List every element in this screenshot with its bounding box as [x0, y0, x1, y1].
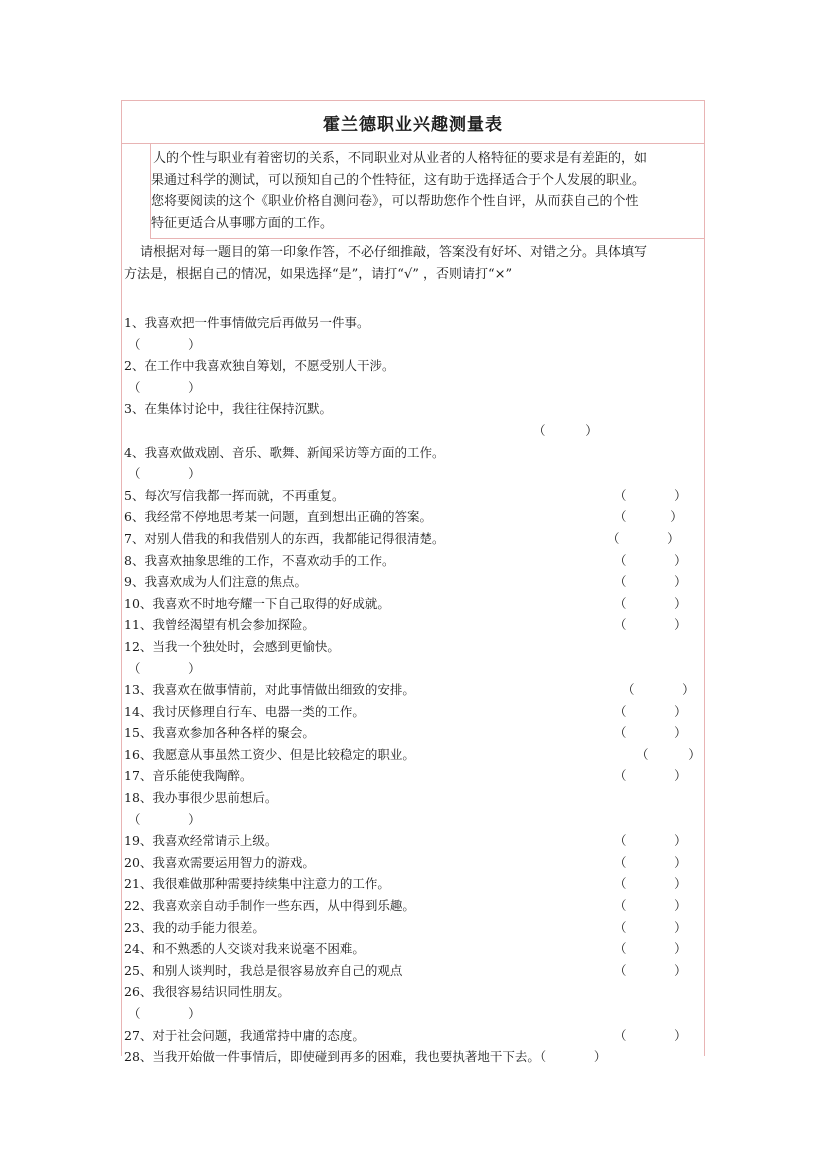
question-item: [122, 765, 704, 787]
answer-blank[interactable]: （ ）: [128, 660, 201, 676]
question-item: [122, 550, 704, 572]
question-item: [122, 917, 704, 939]
answer-row: [122, 1003, 704, 1025]
question-item: [122, 830, 704, 852]
answer-blank[interactable]: （ ）: [614, 941, 687, 957]
question-text: 7、对别人借我的和我借别人的东西，我都能记得很清楚。: [124, 530, 445, 546]
question-item: [122, 1025, 704, 1047]
question-text: 19、我喜欢经常请示上级。: [124, 833, 278, 849]
question-text: 3、在集体讨论中，我往往保持沉默。: [124, 401, 332, 417]
question-text: 17、音乐能使我陶醉。: [124, 768, 253, 784]
question-text: 24、和不熟悉的人交谈对我来说毫不困难。: [124, 941, 365, 957]
answer-row: [122, 658, 704, 680]
intro-paragraph: [150, 144, 704, 239]
question-text: 6、我经常不停地思考某一问题，直到想出正确的答案。: [124, 509, 432, 525]
question-item: [122, 722, 704, 744]
question-text: 16、我愿意从事虽然工资少、但是比较稳定的职业。: [124, 746, 415, 762]
question-item: [122, 744, 704, 766]
question-item: [122, 485, 704, 507]
question-text: 2、在工作中我喜欢独自筹划，不愿受别人干涉。: [124, 358, 395, 374]
instruction-line: 请根据对每一题目的第一印象作答，不必仔细推敲，答案没有好坏、对错之分。具体填写: [140, 245, 648, 260]
question-item: [122, 398, 704, 420]
instruction-line: 方法是，根据自己的情况，如果选择“是”，请打“√” ，否则请打“×”: [124, 267, 513, 282]
intro-line: 果通过科学的测试，可以预知自己的个性特征，这有助于选择适合于个人发展的职业。: [151, 172, 646, 188]
answer-blank[interactable]: （ ）: [128, 811, 201, 827]
question-item: [122, 528, 704, 550]
answer-blank[interactable]: （ ）: [614, 725, 687, 741]
answer-blank[interactable]: （ ）: [636, 746, 701, 762]
question-text: 5、每次写信我都一挥而就，不再重复。: [124, 487, 345, 503]
answer-blank[interactable]: （ ）: [614, 1027, 687, 1043]
intro-line: 人的个性与职业有着密切的关系，不同职业对从业者的人格特征的要求是有差距的，如: [153, 151, 648, 166]
question-item: [122, 701, 704, 723]
question-item: [122, 506, 704, 528]
answer-blank[interactable]: （ ）: [614, 617, 687, 633]
question-text: 1、我喜欢把一件事情做完后再做另一件事。: [124, 315, 370, 330]
answer-row: [122, 420, 704, 442]
question-item: [122, 312, 704, 334]
question-item: [122, 981, 704, 1003]
question-text: 28、当我开始做一件事情后，即使碰到再多的困难，我也要执著地干下去。: [124, 1049, 540, 1065]
answer-blank[interactable]: （ ）: [614, 962, 687, 978]
question-text: 11、我曾经渴望有机会参加探险。: [124, 617, 315, 633]
question-text: 23、我的动手能力很差。: [124, 919, 265, 935]
question-text: 4、我喜欢做戏剧、音乐、歌舞、新闻采访等方面的工作。: [124, 444, 445, 460]
question-text: 12、当我一个独处时，会感到更愉快。: [124, 638, 340, 654]
question-item: [122, 787, 704, 809]
answer-blank[interactable]: （ ）: [622, 682, 695, 698]
instructions: [122, 239, 704, 286]
question-text: 18、我办事很少思前想后。: [124, 790, 278, 806]
question-text: 14、我讨厌修理自行车、电器一类的工作。: [124, 703, 365, 719]
question-item: [122, 571, 704, 593]
question-item: [122, 679, 704, 701]
answer-blank[interactable]: （ ）: [607, 530, 680, 546]
question-item: [122, 442, 704, 464]
answer-blank[interactable]: （ ）: [614, 574, 687, 590]
answer-blank[interactable]: （ ）: [614, 703, 687, 719]
question-item: [122, 895, 704, 917]
answer-blank[interactable]: （ ）: [614, 898, 687, 914]
answer-blank[interactable]: （ ）: [128, 466, 201, 482]
question-text: 13、我喜欢在做事情前，对此事情做出细致的安排。: [124, 682, 415, 698]
answer-blank[interactable]: （ ）: [614, 833, 687, 849]
question-item: [122, 873, 704, 895]
intro-line: 特征更适合从事哪方面的工作。: [151, 215, 334, 231]
answer-blank[interactable]: （ ）: [614, 876, 687, 892]
question-text: 26、我很容易结识同性朋友。: [124, 984, 290, 1000]
answer-row: [122, 334, 704, 356]
question-item: [122, 636, 704, 658]
answer-blank[interactable]: （ ）: [128, 1006, 201, 1021]
question-text: 8、我喜欢抽象思维的工作，不喜欢动手的工作。: [124, 552, 395, 568]
answer-blank[interactable]: （ ）: [614, 768, 687, 784]
answer-blank[interactable]: （ ）: [614, 552, 687, 568]
question-item: [122, 960, 704, 982]
question-item: [122, 852, 704, 874]
question-list: [122, 312, 704, 1068]
answer-blank[interactable]: （ ）: [614, 595, 687, 611]
question-text: 27、对于社会问题，我通常持中庸的态度。: [124, 1027, 365, 1043]
question-text: 25、和别人谈判时，我总是很容易放弃自己的观点: [124, 962, 403, 978]
question-item: [122, 614, 704, 636]
answer-blank[interactable]: （ ）: [539, 1049, 607, 1065]
question-text: 20、我喜欢需要运用智力的游戏。: [124, 854, 315, 870]
question-item: [122, 938, 704, 960]
answer-blank[interactable]: （ ）: [614, 854, 687, 870]
question-item: [122, 1046, 704, 1068]
question-item: [122, 593, 704, 615]
answer-blank[interactable]: （ ）: [128, 379, 201, 395]
answer-row: [122, 463, 704, 485]
answer-row: [122, 809, 704, 831]
question-text: 9、我喜欢成为人们注意的焦点。: [124, 574, 307, 590]
answer-row: [122, 377, 704, 399]
questionnaire-sheet: [121, 100, 705, 1065]
answer-blank[interactable]: （ ）: [614, 919, 687, 935]
question-text: 15、我喜欢参加各种各样的聚会。: [124, 725, 315, 741]
answer-blank[interactable]: （ ）: [614, 487, 687, 503]
question-item: [122, 355, 704, 377]
answer-blank[interactable]: （ ）: [533, 422, 598, 438]
answer-blank[interactable]: （ ）: [614, 509, 683, 525]
question-text: 10、我喜欢不时地夸耀一下自己取得的好成就。: [124, 595, 390, 611]
question-text: 21、我很难做那种需要持续集中注意力的工作。: [124, 876, 390, 892]
question-text: 22、我喜欢亲自动手制作一些东西，从中得到乐趣。: [124, 898, 415, 914]
page-title: 霍兰德职业兴趣测量表: [122, 101, 704, 144]
answer-blank[interactable]: （ ）: [128, 336, 201, 352]
intro-line: 您将要阅读的这个《职业价格自测问卷》，可以帮助您作个性自评，从而获自己的个性: [151, 194, 639, 209]
